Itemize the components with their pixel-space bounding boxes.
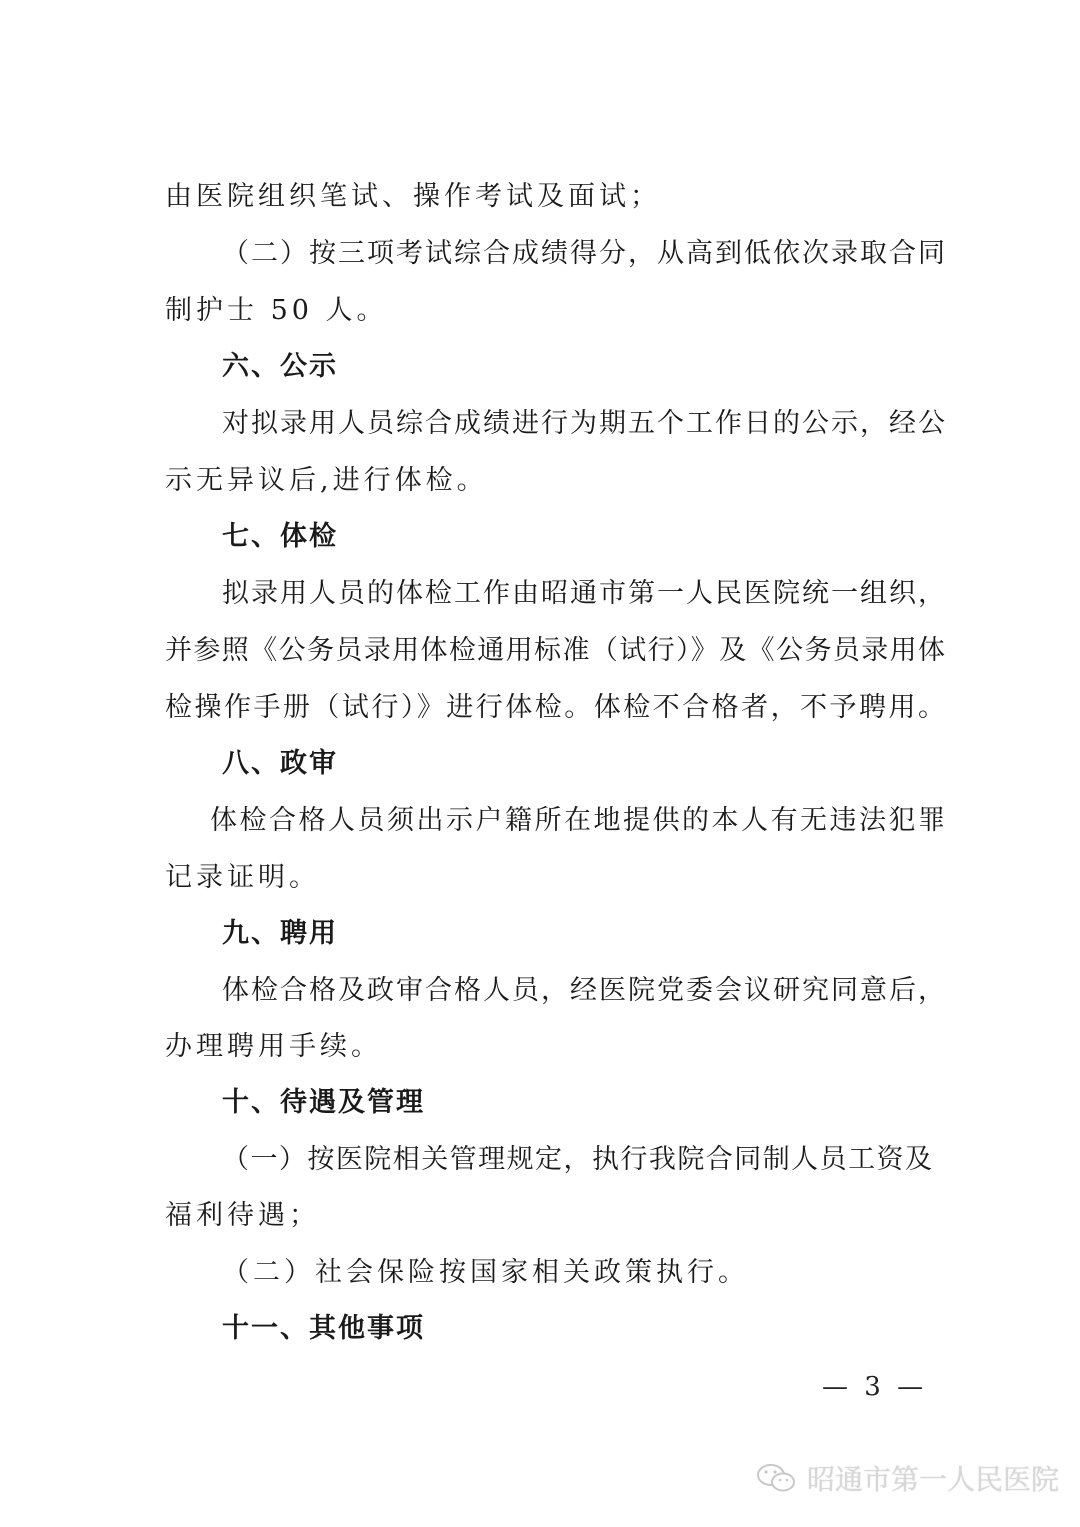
section-heading: 十、待遇及管理 <box>222 1087 425 1118</box>
body-line: （二）社会保险按国家相关政策执行。 <box>222 1257 749 1288</box>
body-line: 制护士 50 人。 <box>165 295 388 326</box>
page-number: — 3 — <box>822 1372 928 1402</box>
body-line: 记录证明。 <box>165 862 320 893</box>
body-line: 检操作手册（试行）》进行体检。体检不合格者，不予聘用。 <box>165 692 945 723</box>
body-line: 对拟录用人员综合成绩进行为期五个工作日的公示，经公 <box>222 408 945 439</box>
section-heading: 九、聘用 <box>222 918 338 949</box>
body-line: 体检合格人员须出示户籍所在地提供的本人有无违法犯罪 <box>210 805 945 836</box>
section-heading: 七、体检 <box>222 521 338 552</box>
body-line: （二）按三项考试综合成绩得分，从高到低依次录取合同 <box>222 238 945 269</box>
body-line: 办理聘用手续。 <box>165 1031 382 1062</box>
wechat-icon <box>755 1461 799 1495</box>
section-heading: 十一、其他事项 <box>222 1313 425 1344</box>
body-line: 由医院组织笔试、操作考试及面试； <box>165 181 661 212</box>
body-line: 福利待遇； <box>165 1200 320 1231</box>
body-line: 体检合格及政审合格人员，经医院党委会议研究同意后， <box>222 975 945 1006</box>
body-line: 示无异议后,进行体检。 <box>165 465 488 496</box>
body-line: 拟录用人员的体检工作由昭通市第一人民医院统一组织， <box>222 578 945 609</box>
section-heading: 六、公示 <box>222 351 338 382</box>
body-line: 并参照《公务员录用体检通用标准（试行）》及《公务员录用体 <box>165 635 945 666</box>
section-heading: 八、政审 <box>222 748 338 779</box>
body-line: （一）按医院相关管理规定，执行我院合同制人员工资及 <box>222 1144 932 1175</box>
watermark <box>755 1458 1059 1498</box>
watermark-text: 昭通市第一人民医院 <box>807 1463 1060 1496</box>
